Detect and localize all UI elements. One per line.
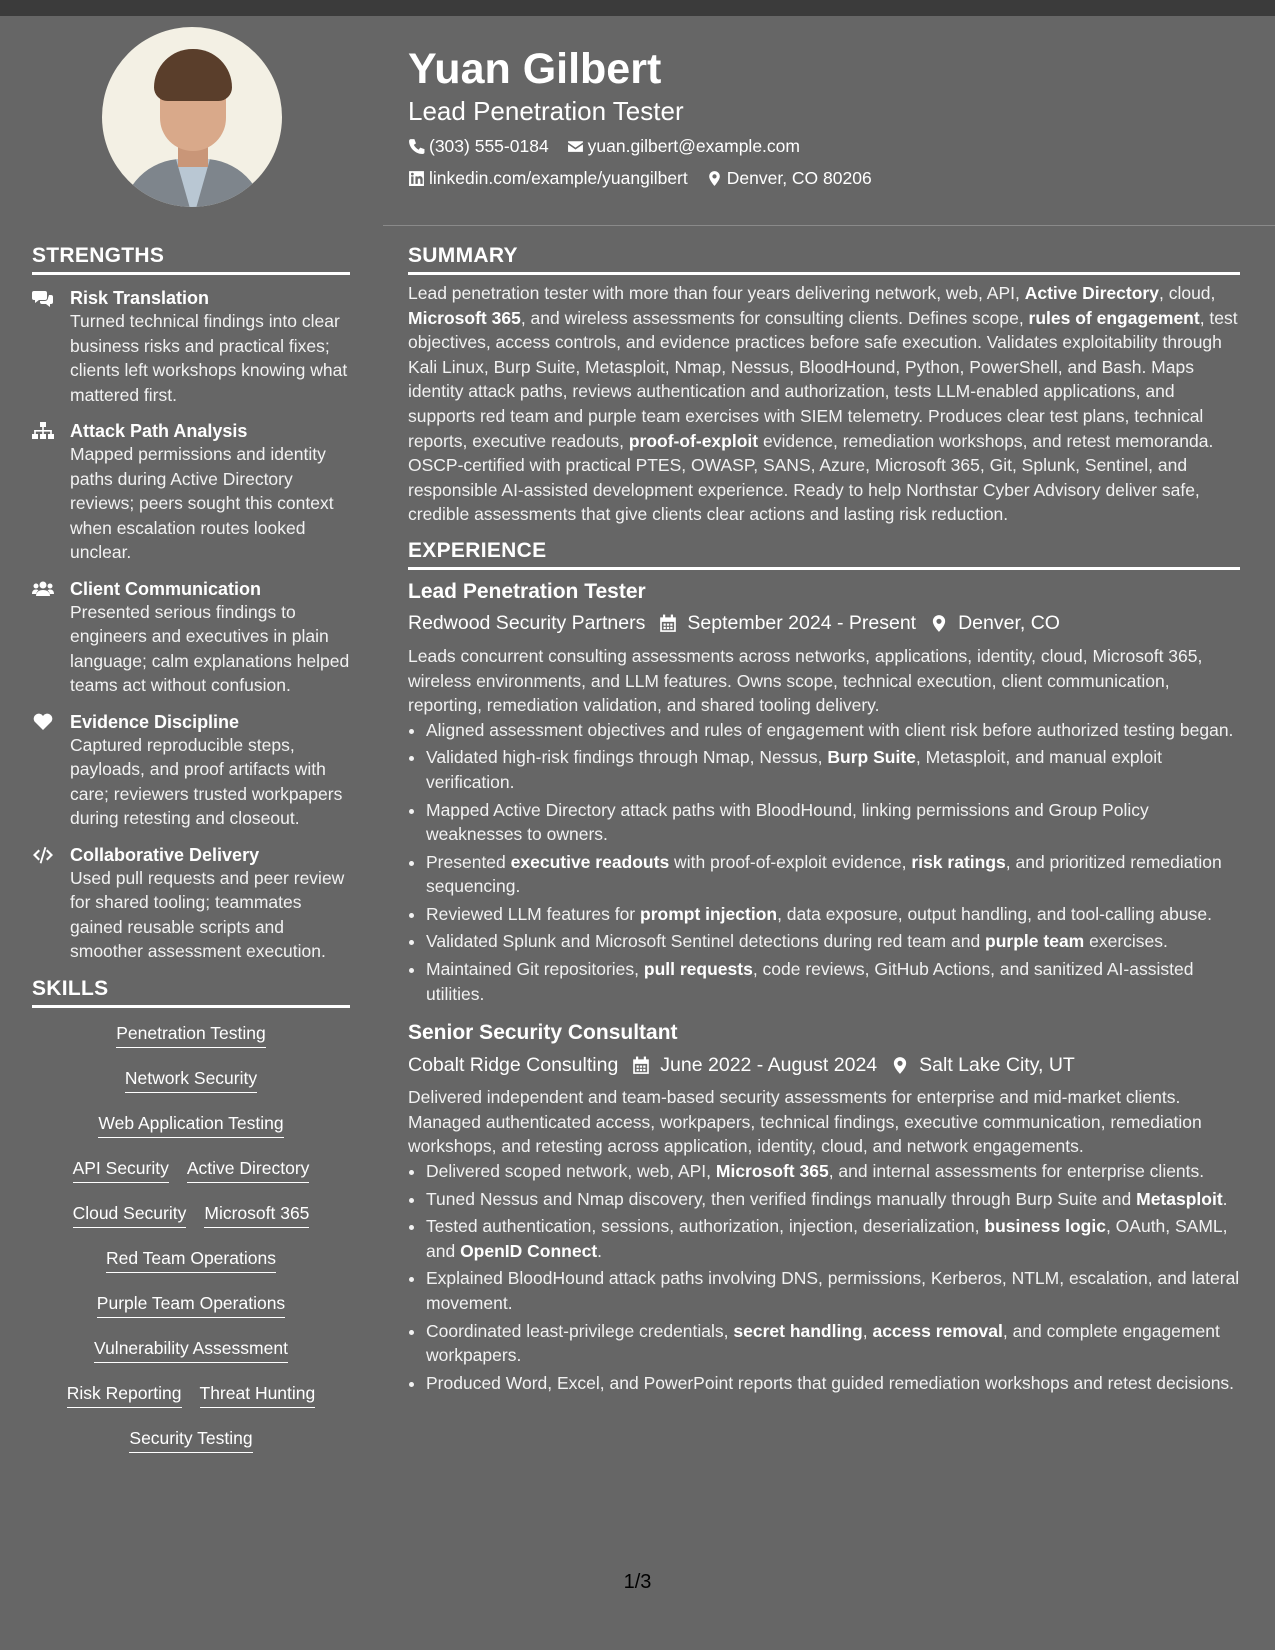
- strength-desc: Used pull requests and peer review for shared tooling; teammates gained reusable scripts and smoother assessment execution.: [70, 867, 345, 961]
- skills-heading: SKILLS: [32, 977, 350, 1008]
- skill-row: [32, 1292, 350, 1337]
- phone-icon: [408, 138, 425, 155]
- job-bullets: [408, 718, 1240, 1007]
- profile-photo: [102, 27, 282, 207]
- skill-tag: API Security: [73, 1157, 169, 1183]
- text-segment: .: [597, 1240, 603, 1261]
- bold-text: Metasploit: [1136, 1188, 1223, 1209]
- bullet-item: [426, 1187, 1240, 1212]
- strength-item: [32, 844, 350, 964]
- phone-text: (303) 555-0184: [429, 135, 549, 156]
- bullet-item: [426, 798, 1240, 847]
- map-pin-icon: [706, 170, 723, 187]
- job-meta: [408, 1052, 1240, 1078]
- strength-title: Attack Path Analysis: [70, 421, 248, 441]
- bold-text: secret handling: [733, 1320, 863, 1341]
- skill-tag: Threat Hunting: [200, 1382, 316, 1408]
- skill-tag: Web Application Testing: [98, 1112, 283, 1138]
- strength-desc: Presented serious findings to engineers and executives in plain language; calm explanations helped teams act without confusion.: [70, 601, 350, 695]
- comments-icon: [32, 287, 70, 407]
- bold-text: prompt injection: [640, 903, 778, 924]
- resume-header: [408, 43, 890, 190]
- strength-body: [70, 420, 350, 565]
- text-segment: , and wireless assessments for consulting clients. Defines scope,: [520, 307, 1029, 328]
- strength-body: [70, 844, 350, 964]
- linkedin-icon: [408, 170, 425, 187]
- bullet-item: [426, 929, 1240, 954]
- bold-text: rules of engagement: [1028, 307, 1200, 328]
- company-name: Cobalt Ridge Consulting: [408, 1053, 619, 1076]
- job-dates: September 2024 - Present: [687, 612, 917, 635]
- bold-text: OpenID Connect: [460, 1240, 598, 1261]
- text-segment: .: [1222, 1188, 1228, 1209]
- job-meta: [408, 611, 1240, 637]
- strength-item: [32, 578, 350, 698]
- text-segment: Validated Splunk and Microsoft Sentinel detections during red team and: [426, 931, 986, 952]
- bullet-item: [426, 957, 1240, 1006]
- skill-row: [32, 1067, 350, 1112]
- bullet-item: [426, 1214, 1240, 1263]
- strengths-list: [32, 287, 350, 964]
- bold-text: business logic: [984, 1216, 1106, 1237]
- users-icon: [32, 578, 70, 698]
- skill-row: [32, 1427, 350, 1472]
- strength-desc: Captured reproducible steps, payloads, and proof artifacts with care; reviewers trusted workpapers during retesting and closeout.: [70, 734, 343, 828]
- calendar-icon: [632, 1056, 650, 1075]
- bold-text: proof-of-exploit: [628, 430, 759, 451]
- bullet-item: [426, 1159, 1240, 1184]
- skill-tag: Risk Reporting: [67, 1382, 182, 1408]
- strength-item: [32, 287, 350, 407]
- strength-body: [70, 287, 350, 407]
- top-bar: [0, 0, 1275, 16]
- skill-tag: Cloud Security: [73, 1202, 187, 1228]
- skill-tag: Network Security: [125, 1067, 257, 1093]
- job-description: Delivered independent and team-based security assessments for enterprise and mid-market clients. Managed authenticated access, workpapers, technical findings, executive communication, remediation workshops, and retesting across application, identity, cloud, and network engagements.: [408, 1087, 1202, 1157]
- header-divider: [383, 225, 1275, 226]
- bullet-item: [426, 745, 1240, 794]
- email-item[interactable]: [567, 136, 800, 157]
- summary-text: [408, 281, 1240, 527]
- sidebar: [32, 27, 350, 1472]
- text-segment: with proof-of-exploit evidence,: [669, 851, 912, 872]
- text-segment: evidence, remediation workshops, and retest memoranda. OSCP-certified with practical PTES, OWASP, SANS, Azure, Microsoft 365, Git, Splunk, Sentinel, and responsible AI-assisted development experience. Ready to help Northstar Cyber Advisory deliver safe, credible assessments that give clients clear actions and lasting risk reduction.: [408, 430, 1214, 525]
- skill-row: [32, 1337, 350, 1382]
- bullet-item: [426, 718, 1240, 743]
- skill-tag: Purple Team Operations: [97, 1292, 285, 1318]
- email-text[interactable]: yuan.gilbert@example.com: [587, 135, 800, 156]
- skill-row: [32, 1112, 350, 1157]
- text-segment: Mapped Active Directory attack paths with BloodHound, linking permissions and Group Policy weaknesses to owners.: [426, 799, 1149, 845]
- envelope-icon: [567, 138, 584, 155]
- heart-icon: [32, 711, 70, 831]
- text-segment: ,: [862, 1320, 873, 1341]
- skill-tag: Microsoft 365: [204, 1202, 309, 1228]
- job-location: Salt Lake City, UT: [919, 1053, 1075, 1076]
- skill-tag: Penetration Testing: [116, 1022, 266, 1048]
- skill-row: [32, 1022, 350, 1067]
- job-dates: June 2022 - August 2024: [660, 1053, 878, 1076]
- text-segment: , and prioritized remediation sequencing.: [426, 851, 1222, 897]
- bold-text: Burp Suite: [827, 747, 916, 768]
- strength-title: Client Communication: [70, 578, 262, 599]
- bullet-item: [426, 1319, 1240, 1368]
- strength-desc: Mapped permissions and identity paths during Active Directory reviews; peers sought this context when escalation routes looked unclear.: [70, 444, 334, 562]
- text-segment: Tested authentication, sessions, authorization, injection, deserialization,: [426, 1216, 985, 1237]
- sitemap-icon: [32, 420, 70, 565]
- bold-text: Microsoft 365: [715, 1161, 829, 1182]
- job-description: Leads concurrent consulting assessments across networks, applications, identity, cloud, Microsoft 365, wireless environments, and LLM features. Owns scope, technical execution, client communication, reporting, remediation validation, and shared tooling delivery.: [408, 645, 1203, 716]
- contact-row-1: [408, 134, 890, 158]
- text-segment: Lead penetration tester with more than four years delivering network, web, API,: [408, 283, 1025, 303]
- job-title: Lead Penetration Tester: [408, 579, 646, 603]
- text-segment: Reviewed LLM features for: [426, 903, 640, 924]
- strength-item: [32, 711, 350, 831]
- main-content: [408, 244, 1240, 1398]
- text-segment: Maintained Git repositories,: [426, 959, 644, 980]
- strength-desc: Turned technical findings into clear business risks and practical fixes; clients left workshops knowing what mattered first.: [70, 311, 348, 405]
- text-segment: Presented: [426, 851, 511, 872]
- skill-tag: Active Directory: [187, 1157, 310, 1183]
- text-segment: Validated high-risk findings through Nmap, Nessus,: [426, 747, 828, 768]
- bullet-item: [426, 902, 1240, 927]
- skill-tag: Red Team Operations: [106, 1247, 276, 1273]
- skill-row: [32, 1382, 350, 1427]
- candidate-role: Lead Penetration Tester: [408, 96, 684, 126]
- skill-row: [32, 1157, 350, 1202]
- candidate-name: Yuan Gilbert: [408, 45, 662, 93]
- strength-body: [70, 711, 350, 831]
- experience-list: [408, 579, 1240, 1395]
- text-segment: , cloud,: [1158, 283, 1216, 303]
- bold-text: purple team: [985, 931, 1085, 952]
- location-item: [706, 168, 872, 189]
- text-segment: , data exposure, output handling, and tool-calling abuse.: [777, 903, 1212, 924]
- text-segment: Explained BloodHound attack paths involving DNS, permissions, Kerberos, NTLM, escalation, and lateral movement.: [426, 1268, 1240, 1313]
- linkedin-text[interactable]: linkedin.com/example/yuangilbert: [429, 167, 688, 188]
- skill-row: [32, 1202, 350, 1247]
- text-segment: , OAuth, SAML, and: [426, 1216, 1228, 1261]
- text-segment: exercises.: [1084, 931, 1168, 952]
- text-segment: , and complete engagement workpapers.: [426, 1320, 1220, 1366]
- text-segment: Coordinated least-privilege credentials,: [426, 1320, 734, 1341]
- strength-title: Risk Translation: [70, 288, 210, 308]
- bold-text: executive readouts: [510, 851, 670, 872]
- text-segment: , test objectives, access controls, and evidence practices before safe execution. Validates exploitability through Kali Linux, Burp Suite, Metasploit, Nmap, Nessus, BloodHound, Python, PowerShell, and Bash. Maps identity attack paths, reviews authentication and authorization, tests LLM-enabled applications, and supports red team and purple team exercises with SIEM telemetry. Produces clear test plans, technical reports, executive readouts,: [408, 307, 1238, 451]
- code-icon: [32, 844, 70, 964]
- text-segment: Aligned assessment objectives and rules of engagement with client risk before authorized testing began.: [426, 719, 1234, 740]
- page-number: 1/3: [623, 1571, 652, 1593]
- strengths-heading: STRENGTHS: [32, 244, 350, 275]
- text-segment: Delivered scoped network, web, API,: [426, 1161, 716, 1182]
- strength-body: [70, 578, 350, 698]
- job-title: Senior Security Consultant: [408, 1021, 678, 1045]
- skill-tag: Vulnerability Assessment: [94, 1337, 288, 1363]
- text-segment: Produced Word, Excel, and PowerPoint reports that guided remediation workshops and retest decisions.: [426, 1372, 1235, 1393]
- strength-title: Evidence Discipline: [70, 711, 240, 732]
- bullet-item: [426, 850, 1240, 899]
- bullet-item: [426, 1266, 1240, 1315]
- skills-list: [32, 1022, 350, 1472]
- job-entry: [408, 579, 1240, 1006]
- summary-heading: SUMMARY: [408, 244, 1240, 275]
- text-segment: , and internal assessments for enterprise clients.: [828, 1161, 1205, 1182]
- text-segment: , code reviews, GitHub Actions, and sanitized AI-assisted utilities.: [426, 959, 1194, 1004]
- job-location: Denver, CO: [958, 612, 1060, 635]
- bold-text: access removal: [872, 1320, 1003, 1341]
- text-segment: Tuned Nessus and Nmap discovery, then verified findings manually through Burp Suite and: [426, 1188, 1137, 1209]
- calendar-icon: [659, 614, 677, 633]
- map-pin-icon: [930, 614, 948, 633]
- bold-text: Active Directory: [1024, 283, 1159, 303]
- strength-item: [32, 420, 350, 565]
- skill-row: [32, 1247, 350, 1292]
- contact-row-2: [408, 166, 890, 190]
- linkedin-item[interactable]: [408, 168, 688, 189]
- company-name: Redwood Security Partners: [408, 612, 646, 635]
- job-entry: [408, 1020, 1240, 1395]
- experience-heading: EXPERIENCE: [408, 539, 1240, 570]
- bullet-item: [426, 1371, 1240, 1396]
- bold-text: Microsoft 365: [408, 307, 521, 328]
- map-pin-icon: [891, 1056, 909, 1075]
- strength-title: Collaborative Delivery: [70, 844, 260, 865]
- bold-text: risk ratings: [911, 851, 1006, 872]
- job-bullets: [408, 1159, 1240, 1395]
- skill-tag: Security Testing: [129, 1427, 252, 1453]
- text-segment: , Metasploit, and manual exploit verification.: [426, 747, 1163, 792]
- location-text: Denver, CO 80206: [726, 167, 872, 188]
- phone-item: [408, 136, 549, 157]
- bold-text: pull requests: [643, 959, 753, 980]
